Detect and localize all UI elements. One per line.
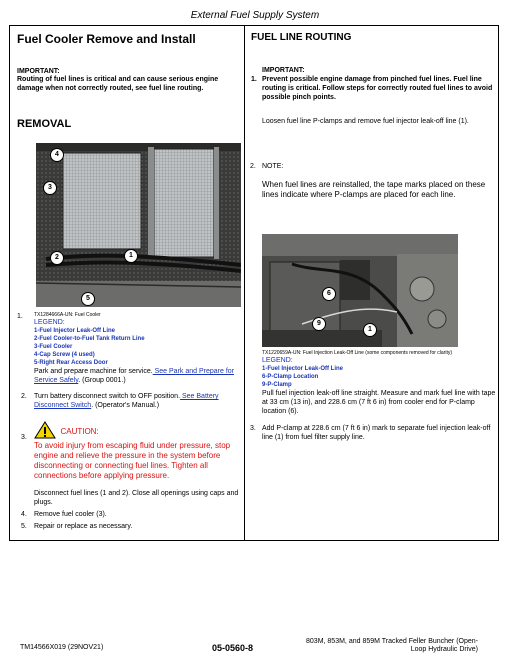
legend-item: 1-Fuel Injector Leak-Off Line (34, 328, 116, 334)
legend-item: 5-Right Rear Access Door (34, 360, 108, 366)
right-column (251, 32, 493, 43)
callout-3: 3 (43, 181, 57, 195)
left-step-5-number: 5. (21, 523, 27, 530)
right-step-2-number: 2. (250, 163, 256, 170)
left-step-3 (34, 421, 244, 507)
legend-item: 9-P-Clamp (262, 382, 292, 388)
figure-caption: TX1220659A-UN: Fuel Injection Leak-Off Line (some components removed for clarity) (262, 350, 452, 356)
section-title: Fuel Cooler Remove and Install (17, 32, 196, 46)
fuel-cooler-photo (36, 143, 241, 307)
callout-1: 1 (124, 249, 138, 263)
legend-title: LEGEND: (262, 357, 293, 364)
leak-off-line-photo (262, 234, 458, 347)
leak-off-line-illustration (262, 234, 458, 347)
caution-text: To avoid injury from escaping fluid under pressure, stop engine and relieve the pressure in the system before disconnecting or connecting fuel lines. Tighten all connections before applying pressure. (34, 441, 231, 480)
legend-item: 3-Fuel Cooler (34, 344, 73, 350)
right-step-2-text: Pull fuel injection leak-off line straight. Measure and mark fuel line with tape at 33 cm (13 in), and 228.6 cm (7 ft 6 in) from cooler end for P-clamp location (6). (262, 390, 496, 415)
removal-heading: REMOVAL (17, 118, 72, 130)
right-important-label: IMPORTANT: (262, 67, 305, 74)
step-3-text: Disconnect fuel lines (1 and 2). Close all openings using caps and plugs. (34, 490, 239, 506)
step-2-tail: . (Operator's Manual.) (91, 402, 160, 409)
callout-5: 5 (81, 292, 95, 306)
left-step-2 (34, 392, 242, 410)
callout-2: 2 (50, 251, 64, 265)
left-step-4: Remove fuel cooler (3). (34, 511, 107, 518)
fuel-cooler-illustration (36, 143, 241, 307)
left-step-1-number: 1. (17, 313, 23, 320)
left-step-4-number: 4. (21, 511, 27, 518)
column-divider (244, 25, 245, 541)
note-text: When fuel lines are reinstalled, the tape marks placed on these lines indicate where P-clamps are placed for each line. (262, 180, 486, 199)
right-step-3-number: 3. (250, 425, 256, 432)
warning-triangle-icon (34, 421, 56, 439)
step-2-lead: Turn battery disconnect switch to OFF position. (34, 393, 181, 400)
right-important-number: 1. (251, 76, 257, 83)
left-step-2-number: 2. (21, 393, 27, 400)
step-1-tail: . (Group 0001.) (78, 377, 126, 384)
left-step-1 (34, 312, 242, 385)
footer-page-number: 05-0560-8 (212, 643, 254, 653)
footer-doc-id: TM14566X019 (29NOV21) (20, 644, 104, 651)
legend-item: 6-P-Clamp Location (262, 374, 319, 380)
right-step-3: Add P-clamp at 228.6 cm (7 ft 6 in) mark to separate fuel injection leak-off line (1) from fuel filter supply line. (262, 425, 491, 441)
caution-label: CAUTION: (60, 427, 99, 436)
left-step-3-number: 3. (21, 434, 27, 441)
callout-6: 6 (322, 287, 336, 301)
right-important-text: Prevent possible engine damage from pinched fuel lines. Fuel line routing is critical. Follow steps for correctly routed fuel lines to avoid possible pinch points. (262, 76, 493, 101)
callout-1: 1 (363, 323, 377, 337)
caution-heading (34, 421, 244, 441)
routing-title: FUEL LINE ROUTING (251, 32, 352, 43)
step-1-lead: Park and prepare machine for service. (34, 368, 153, 375)
callout-4: 4 (50, 148, 64, 162)
legend-item: 1-Fuel Injector Leak-Off Line (262, 366, 344, 372)
right-step-1: Loosen fuel line P-clamps and remove fuel injector leak-off line (1). (262, 118, 469, 125)
figure-caption: TX1284666A-UN: Fuel Cooler (34, 312, 101, 318)
right-figure-legend (262, 350, 498, 416)
step-1-text (34, 367, 242, 385)
important-label: IMPORTANT: (17, 68, 60, 75)
left-step-5: Repair or replace as necessary. (34, 523, 133, 530)
battery-disconnect-link[interactable]: See Battery Disconnect Switch (34, 393, 219, 409)
legend-title: LEGEND: (34, 319, 65, 326)
callout-9: 9 (312, 317, 326, 331)
note-label: NOTE: (262, 163, 284, 170)
legend-item: 4-Cap Screw (4 used) (34, 352, 95, 358)
footer-machine: 803M, 853M, and 859M Tracked Feller Buncher (Open-Loop Hydraulic Drive) (306, 638, 478, 653)
park-and-prepare-link[interactable]: See Park and Prepare for Service Safely (34, 368, 234, 384)
legend-item: 2-Fuel Cooler-to-Fuel Tank Return Line (34, 336, 145, 342)
important-text: Routing of fuel lines is critical and can cause serious engine damage when not correctly routed, see fuel line routing. (17, 76, 219, 92)
running-header: External Fuel Supply System (190, 10, 320, 21)
left-column (17, 32, 239, 130)
